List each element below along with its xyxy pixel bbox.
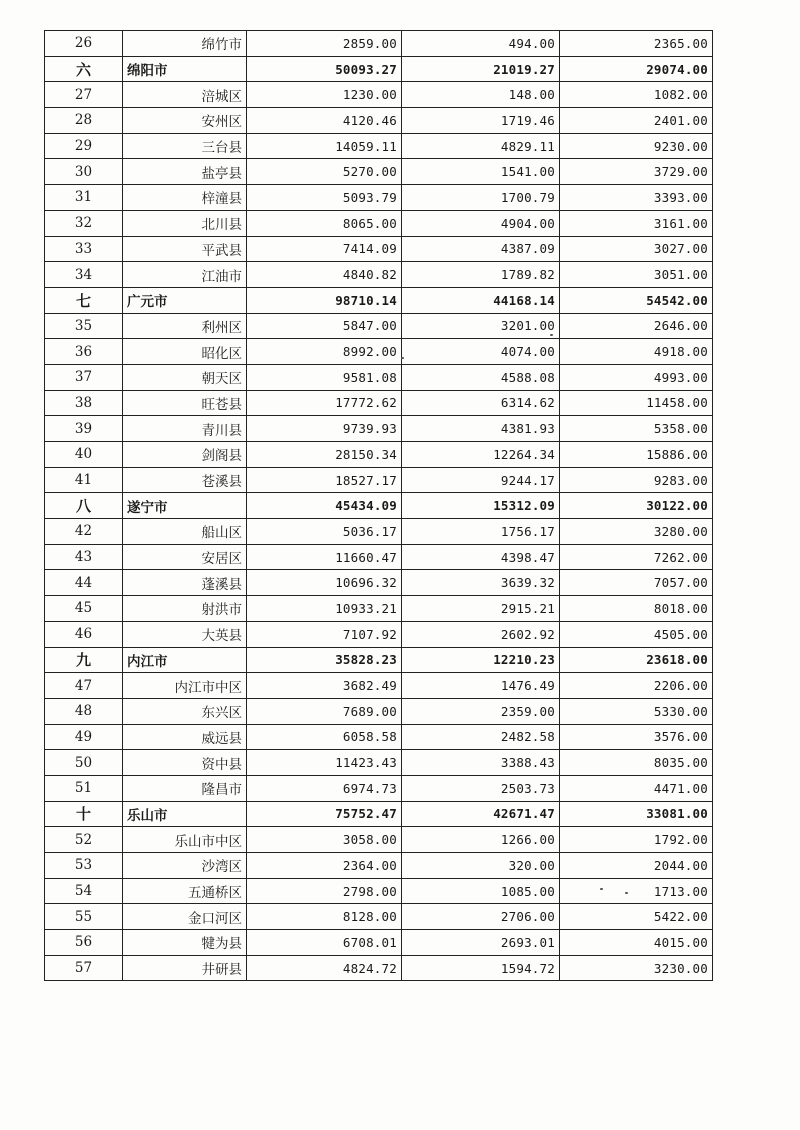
- table-row: [45, 775, 713, 801]
- total-amount-cell: 5270.00: [247, 159, 402, 185]
- row-index-cell: 35: [45, 313, 123, 339]
- amount-col2-cell: 9244.17: [402, 467, 560, 493]
- amount-col2-cell: 2482.58: [402, 724, 560, 750]
- total-amount-cell: 3682.49: [247, 673, 402, 699]
- table-row: [45, 210, 713, 236]
- amount-col3-cell: 1082.00: [560, 82, 713, 108]
- total-amount-cell: 1230.00: [247, 82, 402, 108]
- row-index-cell: 七: [45, 287, 123, 313]
- amount-col2-cell: 1266.00: [402, 827, 560, 853]
- region-name-cell: 绵竹市: [123, 31, 247, 57]
- total-amount-cell: 5093.79: [247, 185, 402, 211]
- table-row: [45, 133, 713, 159]
- row-index-cell: 36: [45, 339, 123, 365]
- region-name-cell: 内江市中区: [123, 673, 247, 699]
- row-index-cell: 53: [45, 853, 123, 879]
- total-amount-cell: 18527.17: [247, 467, 402, 493]
- amount-col2-cell: 3639.32: [402, 570, 560, 596]
- region-name-cell: 安州区: [123, 108, 247, 134]
- region-name-cell: 旺苍县: [123, 390, 247, 416]
- amount-col2-cell: 494.00: [402, 31, 560, 57]
- table-row: [45, 904, 713, 930]
- row-index-cell: 八: [45, 493, 123, 519]
- row-index-cell: 31: [45, 185, 123, 211]
- amount-col2-cell: 1700.79: [402, 185, 560, 211]
- amount-col2-cell: 2359.00: [402, 698, 560, 724]
- amount-col2-cell: 1476.49: [402, 673, 560, 699]
- amount-col2-cell: 4381.93: [402, 416, 560, 442]
- region-name-cell: 遂宁市: [123, 493, 247, 519]
- region-name-cell: 梓潼县: [123, 185, 247, 211]
- table-row: [45, 750, 713, 776]
- amount-col3-cell: 7262.00: [560, 544, 713, 570]
- row-index-cell: 50: [45, 750, 123, 776]
- table-row: [45, 519, 713, 545]
- row-index-cell: 26: [45, 31, 123, 57]
- total-amount-cell: 14059.11: [247, 133, 402, 159]
- total-amount-cell: 75752.47: [247, 801, 402, 827]
- amount-col3-cell: 3393.00: [560, 185, 713, 211]
- amount-col2-cell: 3201.00: [402, 313, 560, 339]
- scan-speck: [401, 357, 404, 359]
- table-row: [45, 878, 713, 904]
- row-index-cell: 30: [45, 159, 123, 185]
- row-index-cell: 44: [45, 570, 123, 596]
- amount-col2-cell: 2706.00: [402, 904, 560, 930]
- scan-speck: [550, 334, 553, 336]
- row-index-cell: 40: [45, 442, 123, 468]
- region-name-cell: 船山区: [123, 519, 247, 545]
- total-amount-cell: 9581.08: [247, 364, 402, 390]
- table-row: [45, 313, 713, 339]
- table-row-city: [45, 647, 713, 673]
- amount-col3-cell: 4471.00: [560, 775, 713, 801]
- total-amount-cell: 10933.21: [247, 596, 402, 622]
- table-row: [45, 416, 713, 442]
- region-name-cell: 蓬溪县: [123, 570, 247, 596]
- amount-col2-cell: 4904.00: [402, 210, 560, 236]
- row-index-cell: 54: [45, 878, 123, 904]
- amount-col2-cell: 1789.82: [402, 262, 560, 288]
- amount-col3-cell: 15886.00: [560, 442, 713, 468]
- total-amount-cell: 4120.46: [247, 108, 402, 134]
- table-row: [45, 596, 713, 622]
- amount-col2-cell: 3388.43: [402, 750, 560, 776]
- table-row: [45, 159, 713, 185]
- amount-col3-cell: 7057.00: [560, 570, 713, 596]
- total-amount-cell: 3058.00: [247, 827, 402, 853]
- region-name-cell: 犍为县: [123, 930, 247, 956]
- amount-col2-cell: 1719.46: [402, 108, 560, 134]
- region-name-cell: 隆昌市: [123, 775, 247, 801]
- total-amount-cell: 4840.82: [247, 262, 402, 288]
- region-name-cell: 乐山市: [123, 801, 247, 827]
- total-amount-cell: 5847.00: [247, 313, 402, 339]
- amount-col2-cell: 1756.17: [402, 519, 560, 545]
- total-amount-cell: 17772.62: [247, 390, 402, 416]
- amount-col3-cell: 3161.00: [560, 210, 713, 236]
- amount-col2-cell: 12264.34: [402, 442, 560, 468]
- row-index-cell: 51: [45, 775, 123, 801]
- amount-col3-cell: 2365.00: [560, 31, 713, 57]
- scan-speck: [625, 892, 628, 894]
- amount-col3-cell: 5330.00: [560, 698, 713, 724]
- row-index-cell: 27: [45, 82, 123, 108]
- region-name-cell: 内江市: [123, 647, 247, 673]
- row-index-cell: 56: [45, 930, 123, 956]
- amount-col3-cell: 1792.00: [560, 827, 713, 853]
- allocation-table: [44, 30, 713, 981]
- amount-col3-cell: 2646.00: [560, 313, 713, 339]
- amount-col3-cell: 4505.00: [560, 621, 713, 647]
- region-name-cell: 安居区: [123, 544, 247, 570]
- row-index-cell: 37: [45, 364, 123, 390]
- table-row-city: [45, 287, 713, 313]
- region-name-cell: 北川县: [123, 210, 247, 236]
- amount-col2-cell: 12210.23: [402, 647, 560, 673]
- table-row-city: [45, 493, 713, 519]
- row-index-cell: 29: [45, 133, 123, 159]
- amount-col3-cell: 2044.00: [560, 853, 713, 879]
- table-row: [45, 827, 713, 853]
- total-amount-cell: 2364.00: [247, 853, 402, 879]
- region-name-cell: 朝天区: [123, 364, 247, 390]
- amount-col3-cell: 30122.00: [560, 493, 713, 519]
- total-amount-cell: 10696.32: [247, 570, 402, 596]
- region-name-cell: 沙湾区: [123, 853, 247, 879]
- total-amount-cell: 6058.58: [247, 724, 402, 750]
- table-row: [45, 724, 713, 750]
- row-index-cell: 39: [45, 416, 123, 442]
- amount-col3-cell: 33081.00: [560, 801, 713, 827]
- row-index-cell: 48: [45, 698, 123, 724]
- table-row-city: [45, 801, 713, 827]
- row-index-cell: 42: [45, 519, 123, 545]
- amount-col2-cell: 4074.00: [402, 339, 560, 365]
- total-amount-cell: 6974.73: [247, 775, 402, 801]
- region-name-cell: 广元市: [123, 287, 247, 313]
- table-row: [45, 442, 713, 468]
- row-index-cell: 41: [45, 467, 123, 493]
- table-row: [45, 236, 713, 262]
- region-name-cell: 井研县: [123, 955, 247, 981]
- region-name-cell: 绵阳市: [123, 56, 247, 82]
- amount-col2-cell: 21019.27: [402, 56, 560, 82]
- amount-col2-cell: 42671.47: [402, 801, 560, 827]
- total-amount-cell: 2859.00: [247, 31, 402, 57]
- region-name-cell: 剑阁县: [123, 442, 247, 468]
- amount-col2-cell: 1541.00: [402, 159, 560, 185]
- table-row: [45, 390, 713, 416]
- table-row: [45, 31, 713, 57]
- region-name-cell: 金口河区: [123, 904, 247, 930]
- total-amount-cell: 2798.00: [247, 878, 402, 904]
- amount-col3-cell: 3051.00: [560, 262, 713, 288]
- table-row: [45, 364, 713, 390]
- row-index-cell: 十: [45, 801, 123, 827]
- amount-col3-cell: 11458.00: [560, 390, 713, 416]
- total-amount-cell: 50093.27: [247, 56, 402, 82]
- amount-col3-cell: 2206.00: [560, 673, 713, 699]
- total-amount-cell: 45434.09: [247, 493, 402, 519]
- region-name-cell: 东兴区: [123, 698, 247, 724]
- total-amount-cell: 6708.01: [247, 930, 402, 956]
- row-index-cell: 33: [45, 236, 123, 262]
- table-row: [45, 698, 713, 724]
- amount-col3-cell: 4993.00: [560, 364, 713, 390]
- total-amount-cell: 5036.17: [247, 519, 402, 545]
- row-index-cell: 45: [45, 596, 123, 622]
- amount-col2-cell: 2503.73: [402, 775, 560, 801]
- region-name-cell: 三台县: [123, 133, 247, 159]
- amount-col3-cell: 3280.00: [560, 519, 713, 545]
- total-amount-cell: 11423.43: [247, 750, 402, 776]
- total-amount-cell: 4824.72: [247, 955, 402, 981]
- total-amount-cell: 7689.00: [247, 698, 402, 724]
- amount-col3-cell: 1713.00: [560, 878, 713, 904]
- row-index-cell: 46: [45, 621, 123, 647]
- region-name-cell: 射洪市: [123, 596, 247, 622]
- table-row: [45, 621, 713, 647]
- amount-col2-cell: 4398.47: [402, 544, 560, 570]
- region-name-cell: 江油市: [123, 262, 247, 288]
- total-amount-cell: 28150.34: [247, 442, 402, 468]
- amount-col2-cell: 4588.08: [402, 364, 560, 390]
- table-row: [45, 339, 713, 365]
- amount-col3-cell: 9230.00: [560, 133, 713, 159]
- amount-col3-cell: 5422.00: [560, 904, 713, 930]
- table-row: [45, 930, 713, 956]
- amount-col3-cell: 3729.00: [560, 159, 713, 185]
- amount-col3-cell: 9283.00: [560, 467, 713, 493]
- amount-col3-cell: 2401.00: [560, 108, 713, 134]
- table-body: [45, 31, 713, 981]
- table-row: [45, 262, 713, 288]
- amount-col3-cell: 29074.00: [560, 56, 713, 82]
- region-name-cell: 乐山市中区: [123, 827, 247, 853]
- row-index-cell: 55: [45, 904, 123, 930]
- total-amount-cell: 9739.93: [247, 416, 402, 442]
- total-amount-cell: 98710.14: [247, 287, 402, 313]
- total-amount-cell: 11660.47: [247, 544, 402, 570]
- table-row-city: [45, 56, 713, 82]
- region-name-cell: 苍溪县: [123, 467, 247, 493]
- amount-col3-cell: 4918.00: [560, 339, 713, 365]
- row-index-cell: 六: [45, 56, 123, 82]
- region-name-cell: 平武县: [123, 236, 247, 262]
- amount-col2-cell: 2602.92: [402, 621, 560, 647]
- amount-col3-cell: 8035.00: [560, 750, 713, 776]
- total-amount-cell: 7107.92: [247, 621, 402, 647]
- scan-speck: [600, 888, 603, 890]
- amount-col2-cell: 320.00: [402, 853, 560, 879]
- amount-col2-cell: 148.00: [402, 82, 560, 108]
- row-index-cell: 38: [45, 390, 123, 416]
- amount-col2-cell: 4829.11: [402, 133, 560, 159]
- total-amount-cell: 8128.00: [247, 904, 402, 930]
- region-name-cell: 盐亭县: [123, 159, 247, 185]
- amount-col3-cell: 54542.00: [560, 287, 713, 313]
- table-row: [45, 955, 713, 981]
- table-row: [45, 544, 713, 570]
- amount-col3-cell: 3576.00: [560, 724, 713, 750]
- region-name-cell: 大英县: [123, 621, 247, 647]
- total-amount-cell: 7414.09: [247, 236, 402, 262]
- amount-col2-cell: 6314.62: [402, 390, 560, 416]
- amount-col3-cell: 8018.00: [560, 596, 713, 622]
- region-name-cell: 利州区: [123, 313, 247, 339]
- total-amount-cell: 8065.00: [247, 210, 402, 236]
- table-row: [45, 467, 713, 493]
- amount-col2-cell: 1594.72: [402, 955, 560, 981]
- table-row: [45, 570, 713, 596]
- row-index-cell: 34: [45, 262, 123, 288]
- amount-col2-cell: 1085.00: [402, 878, 560, 904]
- row-index-cell: 28: [45, 108, 123, 134]
- amount-col3-cell: 5358.00: [560, 416, 713, 442]
- table-row: [45, 673, 713, 699]
- amount-col3-cell: 23618.00: [560, 647, 713, 673]
- amount-col2-cell: 15312.09: [402, 493, 560, 519]
- total-amount-cell: 35828.23: [247, 647, 402, 673]
- region-name-cell: 五通桥区: [123, 878, 247, 904]
- row-index-cell: 52: [45, 827, 123, 853]
- amount-col2-cell: 2693.01: [402, 930, 560, 956]
- row-index-cell: 47: [45, 673, 123, 699]
- row-index-cell: 32: [45, 210, 123, 236]
- table-row: [45, 853, 713, 879]
- region-name-cell: 昭化区: [123, 339, 247, 365]
- amount-col3-cell: 4015.00: [560, 930, 713, 956]
- amount-col2-cell: 2915.21: [402, 596, 560, 622]
- amount-col2-cell: 4387.09: [402, 236, 560, 262]
- row-index-cell: 43: [45, 544, 123, 570]
- region-name-cell: 资中县: [123, 750, 247, 776]
- row-index-cell: 九: [45, 647, 123, 673]
- table-row: [45, 108, 713, 134]
- amount-col2-cell: 44168.14: [402, 287, 560, 313]
- region-name-cell: 威远县: [123, 724, 247, 750]
- total-amount-cell: 8992.00: [247, 339, 402, 365]
- table-row: [45, 185, 713, 211]
- region-name-cell: 青川县: [123, 416, 247, 442]
- amount-col3-cell: 3027.00: [560, 236, 713, 262]
- region-name-cell: 涪城区: [123, 82, 247, 108]
- row-index-cell: 57: [45, 955, 123, 981]
- row-index-cell: 49: [45, 724, 123, 750]
- table-row: [45, 82, 713, 108]
- amount-col3-cell: 3230.00: [560, 955, 713, 981]
